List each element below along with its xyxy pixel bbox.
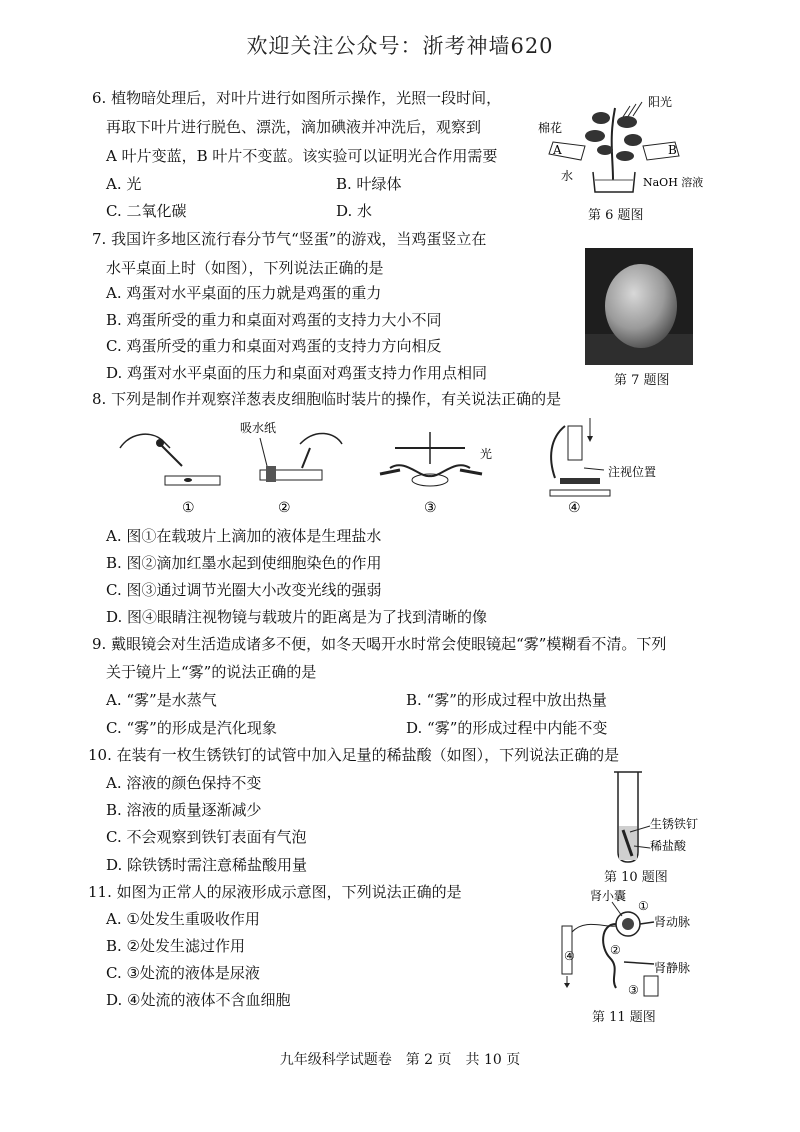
q9-line-1: 9. 戴眼镜会对生活造成诸多不便，如冬天喝开水时常会使眼镜起“雾”模糊看不清。下列 <box>92 635 667 653</box>
q8-option-d: D. 图④眼睛注视物镜与载玻片的距离是为了找到清晰的像 <box>106 608 488 626</box>
q7-option-b: B. 鸡蛋所受的重力和桌面对鸡蛋的支持力大小不同 <box>106 311 442 329</box>
q8-option-b: B. 图②滴加红墨水起到使细胞染色的作用 <box>106 554 382 572</box>
q10-option-a: A. 溶液的颜色保持不变 <box>106 774 262 792</box>
q6-label-naoh: NaOH 溶液 <box>643 176 704 189</box>
q6-line-3: A 叶片变蓝，B 叶片不变蓝。该实验可以证明光合作用需要 <box>106 147 498 165</box>
q8-fig-num-1: ① <box>182 500 195 516</box>
q11-caption: 第 11 题图 <box>592 1010 656 1025</box>
q8-fig-num-3: ③ <box>424 500 437 516</box>
q7-option-c: C. 鸡蛋所受的重力和桌面对鸡蛋的支持力方向相反 <box>106 337 442 355</box>
q8-option-a: A. 图①在载玻片上滴加的液体是生理盐水 <box>106 527 382 545</box>
q8-option-c: C. 图③通过调节光圈大小改变光线的强弱 <box>106 581 382 599</box>
q6-option-d: D. 水 <box>336 202 373 220</box>
q11-num-2: ② <box>610 943 621 957</box>
q6-option-b: B. 叶绿体 <box>336 175 402 193</box>
q8-fig-num-2: ② <box>278 500 291 516</box>
q10-line: 10. 在装有一枚生锈铁钉的试管中加入足量的稀盐酸（如图），下列说法正确的是 <box>88 746 620 764</box>
q8-label-focus: 注视位置 <box>608 465 657 479</box>
page-footer: 九年级科学试题卷 第 2 页 共 10 页 <box>279 1052 521 1068</box>
q11-option-d: D. ④处流的液体不含血细胞 <box>106 991 291 1009</box>
q7-line-1: 7. 我国许多地区流行春分节气“竖蛋”的游戏，当鸡蛋竖立在 <box>92 230 487 248</box>
q11-option-c: C. ③处流的液体是尿液 <box>106 964 260 982</box>
q6-option-a: A. 光 <box>106 175 142 193</box>
q10-option-b: B. 溶液的质量逐渐减少 <box>106 801 262 819</box>
q7-line-2: 水平桌面上时（如图），下列说法正确的是 <box>106 259 384 277</box>
q9-option-c: C. “雾”的形成是汽化现象 <box>106 719 277 737</box>
q6-option-c: C. 二氧化碳 <box>106 202 187 220</box>
q11-label-artery: 肾动脉 <box>654 915 691 929</box>
q9-option-b: B. “雾”的形成过程中放出热量 <box>406 691 607 709</box>
q11-num-4: ④ <box>564 949 575 963</box>
q6-caption: 第 6 题图 <box>588 208 644 223</box>
q8-procedure-figure <box>110 418 700 518</box>
q6-line-1: 6. 植物暗处理后，对叶片进行如图所示操作，光照一段时间， <box>92 89 502 107</box>
q6-label-cotton: 棉花 <box>538 121 563 135</box>
q11-line: 11. 如图为正常人的尿液形成示意图，下列说法正确的是 <box>88 883 462 901</box>
q11-option-a: A. ①处发生重吸收作用 <box>106 910 260 928</box>
page-header: 欢迎关注公众号：浙考神墙620 <box>246 34 554 58</box>
egg-photo <box>585 248 693 365</box>
q11-num-1: ① <box>638 899 649 913</box>
q8-fig-num-4: ④ <box>568 500 581 516</box>
q11-num-3: ③ <box>628 983 639 997</box>
q10-test-tube-figure <box>600 770 730 865</box>
q6-label-sun: 阳光 <box>648 95 673 109</box>
q11-option-b: B. ②处发生滤过作用 <box>106 937 246 955</box>
q8-label-light: 光 <box>480 447 493 461</box>
q7-caption: 第 7 题图 <box>614 373 670 388</box>
q10-caption: 第 10 题图 <box>604 870 668 885</box>
q6-line-2: 再取下叶片进行脱色、漂洗，滴加碘液并冲洗后，观察到 <box>106 118 482 136</box>
q8-label-paper: 吸水纸 <box>240 421 277 435</box>
q11-label-capsule: 肾小囊 <box>590 889 627 903</box>
q10-label-acid: 稀盐酸 <box>650 839 687 853</box>
q10-option-d: D. 除铁锈时需注意稀盐酸用量 <box>106 856 308 874</box>
q7-option-d: D. 鸡蛋对水平桌面的压力和桌面对鸡蛋支持力作用点相同 <box>106 364 488 382</box>
q7-option-a: A. 鸡蛋对水平桌面的压力就是鸡蛋的重力 <box>106 284 382 302</box>
q11-nephron-figure <box>550 888 720 1003</box>
q6-plant-figure <box>535 88 705 208</box>
q10-option-c: C. 不会观察到铁钉表面有气泡 <box>106 828 307 846</box>
q6-label-b: B <box>668 143 677 157</box>
q6-label-a: A <box>553 143 562 157</box>
q9-option-d: D. “雾”的形成过程中内能不变 <box>406 719 608 737</box>
q9-line-2: 关于镜片上“雾”的说法正确的是 <box>106 663 317 681</box>
q11-label-vein: 肾静脉 <box>654 961 691 975</box>
q10-label-nail: 生锈铁钉 <box>650 817 699 831</box>
q9-option-a: A. “雾”是水蒸气 <box>106 691 217 709</box>
q8-line: 8. 下列是制作并观察洋葱表皮细胞临时装片的操作，有关说法正确的是 <box>92 390 562 408</box>
q6-label-water: 水 <box>561 169 574 183</box>
